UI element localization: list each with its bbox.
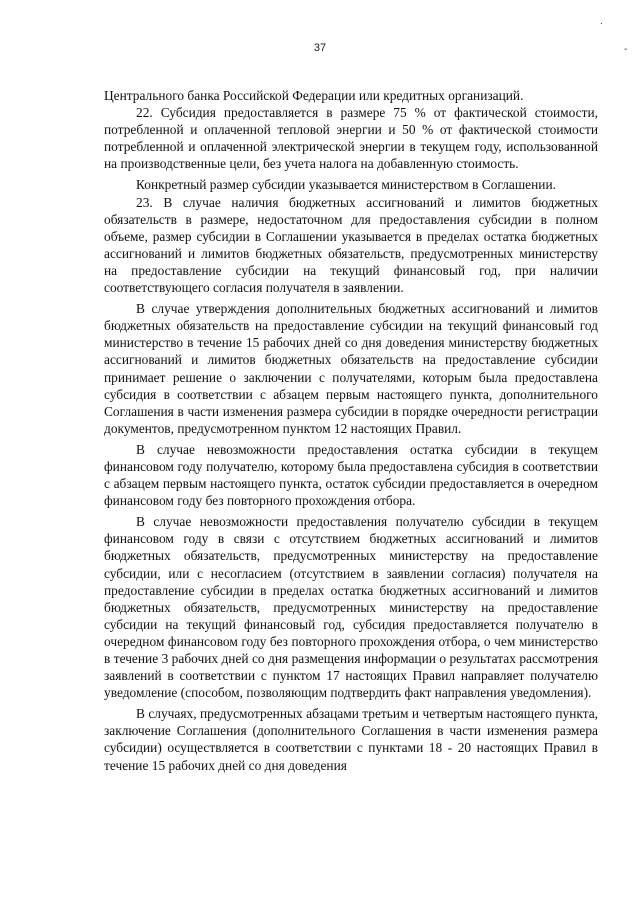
paragraph-agreement-conclusion: В случаях, предусмотренных абзацами третьим и четвертым настоящего пункта, заключение Соглашения (дополнительного Соглашения в части изменения размера субсидии) осуществляется в соответствии с пунктами 18 - 20 настоящих Правил в течение 15 рабочих дней со дня доведения [104, 706, 598, 773]
paragraph-continuation: Центрального банка Российской Федерации или кредитных организаций. [104, 88, 524, 103]
document-body [104, 87, 598, 774]
paragraph-remainder-impossible: В случае невозможности предоставления остатка субсидии в текущем финансовом году получателю, которому была предоставлена субсидия в соответствии с абзацем первым настоящего пункта, остаток субсидии предоставляется в очередном финансовом году без повторного прохождения отбора. [104, 441, 598, 509]
paragraph-subsidy-amount: Конкретный размер субсидии указывается министерством в Соглашении. [136, 177, 556, 193]
paragraph-clause-23: 23. В случае наличия бюджетных ассигнований и лимитов бюджетных обязательств в размере, недостаточном для предоставления субсидии в полном объеме, размер субсидии в Соглашении указывается в пределах остатка бюджетных ассигнований и лимитов бюджетных обязательств, предусмотренных министерству на предоставление субсидии на текущий финансовый год, при наличии соответствующего согласия получателя в заявлении. [104, 194, 598, 296]
page-number: 37 [313, 42, 327, 54]
scan-mark-dot: . [600, 16, 603, 27]
paragraph-clause-22: 22. Субсидия предоставляется в размере 75 % от фактической стоимости, потребленной и оплаченной тепловой энергии и 50 % от фактической стоимости потребленной и оплаченной электрической энергии в текущем году, использованной на производственные цели, без учета налога на добавленную стоимость. [104, 105, 598, 172]
paragraph-additional-allocations: В случае утверждения дополнительных бюджетных ассигнований и лимитов бюджетных обязательств на предоставление субсидии на текущий финансовый год министерство в течение 15 рабочих дней со дня доведения министерству бюджетных ассигнований и лимитов бюджетных обязательств на предоставление субсидии принимает решение о заключении с получателями, которым была предоставлена субсидия в соответствии с абзацем первым настоящего пункта, дополнительного Соглашения в части изменения размера субсидии в порядке очередности регистрации документов, предусмотренном пунктом 12 настоящих Правил. [104, 301, 598, 436]
paragraph-subsidy-impossible: В случае невозможности предоставления получателю субсидии в текущем финансовом году в связи с отсутствием бюджетных ассигнований и лимитов бюджетных обязательств, предусмотренных министерству на предоставление субсидии, или с несогласием (отсутствием в заявлении согласия) получателя на предоставление субсидии в пределах остатка бюджетных ассигнований и лимитов бюджетных обязательств, предусмотренных министерству на предоставление субсидии на текущий финансовый год, субсидия предоставляется получателю в очередном финансовом году без повторного прохождения отбора, о чем министерство в течение 3 рабочих дней со дня размещения информации о результатах рассмотрения заявлений в соответствии с пунктом 17 настоящих Правил направляет получателю уведомление (способом, позволяющим подтвердить факт направления уведомления). [104, 514, 598, 701]
scan-mark-dash: - [624, 44, 628, 55]
